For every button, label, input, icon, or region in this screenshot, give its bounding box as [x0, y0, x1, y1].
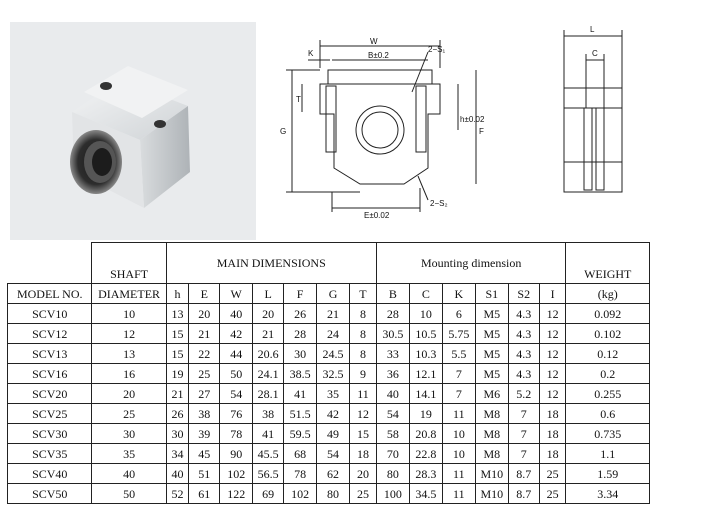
table-cell: 78: [284, 464, 317, 484]
table-cell: 38.5: [284, 364, 317, 384]
table-cell: 19: [166, 364, 189, 384]
table-cell: 25: [350, 484, 377, 504]
col-header: T: [350, 284, 377, 304]
table-cell: SCV40: [8, 464, 92, 484]
table-cell: SCV30: [8, 424, 92, 444]
table-cell: 7: [508, 424, 539, 444]
table-cell: 27: [189, 384, 220, 404]
col-header: MODEL NO.: [8, 284, 92, 304]
col-header: DIAMETER: [92, 284, 166, 304]
table-cell: 38: [189, 404, 220, 424]
label-B: B±0.2: [368, 51, 389, 60]
table-cell: SCV12: [8, 324, 92, 344]
table-cell: 26: [166, 404, 189, 424]
table-cell: 8: [350, 324, 377, 344]
label-h: h±0.02: [460, 115, 485, 124]
table-cell: 58: [376, 424, 409, 444]
table-cell: SCV35: [8, 444, 92, 464]
table-cell: 62: [317, 464, 350, 484]
col-header: C: [409, 284, 442, 304]
col-header: E: [189, 284, 220, 304]
label-K: K: [308, 49, 314, 58]
table-cell: 1.1: [566, 444, 650, 464]
table-cell: 9: [350, 364, 377, 384]
table-cell: 0.12: [566, 344, 650, 364]
table-cell: 14.1: [409, 384, 442, 404]
table-cell: SCV10: [8, 304, 92, 324]
table-cell: 4.3: [508, 344, 539, 364]
table-cell: 102: [284, 484, 317, 504]
table-cell: 10: [442, 444, 475, 464]
table-cell: 80: [317, 484, 350, 504]
table-cell: 11: [442, 404, 475, 424]
table-cell: 30: [284, 344, 317, 364]
table-cell: 8: [350, 344, 377, 364]
col-header: h: [166, 284, 189, 304]
table-cell: 4.3: [508, 324, 539, 344]
table-cell: M6: [475, 384, 508, 404]
product-photo: [10, 22, 256, 240]
table-cell: 12: [92, 324, 166, 344]
table-cell: 24: [317, 324, 350, 344]
table-cell: 36: [376, 364, 409, 384]
table-cell: 34: [166, 444, 189, 464]
table-row: [8, 364, 650, 384]
col-header: K: [442, 284, 475, 304]
table-cell: 28: [376, 304, 409, 324]
table-cell: 10.5: [409, 324, 442, 344]
table-cell: 0.102: [566, 324, 650, 344]
table-cell: 0.2: [566, 364, 650, 384]
col-header: L: [253, 284, 284, 304]
table-cell: 25: [539, 484, 566, 504]
table-cell: 0.255: [566, 384, 650, 404]
table-cell: 78: [220, 424, 253, 444]
header-main-dimensions: MAIN DIMENSIONS: [166, 243, 376, 284]
table-cell: 12: [539, 324, 566, 344]
table-cell: 61: [189, 484, 220, 504]
col-header: S1: [475, 284, 508, 304]
table-row: [8, 344, 650, 364]
table-cell: 24.5: [317, 344, 350, 364]
table-cell: 70: [376, 444, 409, 464]
table-cell: 12: [350, 404, 377, 424]
table-cell: 56.5: [253, 464, 284, 484]
table-cell: 51.5: [284, 404, 317, 424]
table-cell: M5: [475, 344, 508, 364]
header-model-spacer: [8, 264, 92, 284]
table-cell: 16: [92, 364, 166, 384]
table-row: [8, 424, 650, 444]
technical-drawing: [272, 22, 712, 222]
table-cell: 25: [539, 464, 566, 484]
label-F: F: [479, 127, 484, 136]
header-weight-top: [566, 243, 650, 265]
table-cell: 51: [189, 464, 220, 484]
table-cell: 11: [442, 484, 475, 504]
table-cell: 90: [220, 444, 253, 464]
table-cell: 25: [92, 404, 166, 424]
col-header: F: [284, 284, 317, 304]
table-cell: M8: [475, 404, 508, 424]
table-cell: 12: [539, 364, 566, 384]
header-row-1: [8, 243, 650, 265]
table-cell: 28: [284, 324, 317, 344]
col-header: S2: [508, 284, 539, 304]
table-cell: 32.5: [317, 364, 350, 384]
table-row: [8, 404, 650, 424]
header-weight: WEIGHT: [566, 264, 650, 284]
table-cell: 50: [220, 364, 253, 384]
table-cell: 76: [220, 404, 253, 424]
col-header: B: [376, 284, 409, 304]
table-cell: 54: [220, 384, 253, 404]
table-cell: 25: [189, 364, 220, 384]
table-cell: 21: [317, 304, 350, 324]
table-cell: 0.092: [566, 304, 650, 324]
table-cell: 1.59: [566, 464, 650, 484]
label-W: W: [370, 37, 378, 46]
table-cell: M10: [475, 484, 508, 504]
table-cell: 7: [442, 364, 475, 384]
table-cell: 10: [92, 304, 166, 324]
table-cell: 3.34: [566, 484, 650, 504]
table-cell: 20: [350, 464, 377, 484]
table-cell: 26: [284, 304, 317, 324]
table-cell: 24.1: [253, 364, 284, 384]
table-row: [8, 484, 650, 504]
label-S2: 2−S₂: [430, 199, 448, 208]
header-shaft-top: [92, 243, 166, 265]
table-cell: 59.5: [284, 424, 317, 444]
table-cell: M5: [475, 364, 508, 384]
table-cell: 44: [220, 344, 253, 364]
table-cell: 122: [220, 484, 253, 504]
col-header: (kg): [566, 284, 650, 304]
table-cell: 7: [508, 404, 539, 424]
table-cell: SCV13: [8, 344, 92, 364]
label-S1: 2−S₁: [428, 45, 446, 54]
table-cell: 15: [166, 344, 189, 364]
table-cell: 28.1: [253, 384, 284, 404]
table-cell: M10: [475, 464, 508, 484]
table-cell: 10.3: [409, 344, 442, 364]
header-mounting-dimension: Mounting dimension: [376, 243, 566, 284]
table-cell: 35: [317, 384, 350, 404]
table-cell: M8: [475, 424, 508, 444]
table-cell: 41: [284, 384, 317, 404]
table-cell: 7: [442, 384, 475, 404]
table-cell: 45.5: [253, 444, 284, 464]
col-header: G: [317, 284, 350, 304]
table-cell: 34.5: [409, 484, 442, 504]
table-cell: M5: [475, 324, 508, 344]
specification-table: [7, 242, 650, 504]
table-cell: M5: [475, 304, 508, 324]
table-cell: 5.5: [442, 344, 475, 364]
table-cell: 20.8: [409, 424, 442, 444]
table-cell: 5.75: [442, 324, 475, 344]
table-cell: 15: [166, 324, 189, 344]
table-cell: 15: [350, 424, 377, 444]
table-row: [8, 304, 650, 324]
table-cell: 21: [253, 324, 284, 344]
table-cell: 35: [92, 444, 166, 464]
table-cell: 22.8: [409, 444, 442, 464]
table-cell: 33: [376, 344, 409, 364]
table-cell: 49: [317, 424, 350, 444]
table-cell: 21: [189, 324, 220, 344]
table-cell: 54: [376, 404, 409, 424]
table-cell: 12: [539, 384, 566, 404]
table-cell: 40: [220, 304, 253, 324]
label-C: C: [592, 49, 598, 58]
table-cell: 68: [284, 444, 317, 464]
table-cell: SCV50: [8, 484, 92, 504]
table-cell: 11: [442, 464, 475, 484]
table-cell: 13: [166, 304, 189, 324]
table-cell: 0.6: [566, 404, 650, 424]
table-row: [8, 464, 650, 484]
header-row-3: [8, 284, 650, 304]
table-cell: 30: [166, 424, 189, 444]
table-cell: 30.5: [376, 324, 409, 344]
table-cell: 80: [376, 464, 409, 484]
label-E: E±0.02: [364, 211, 390, 220]
col-header: W: [220, 284, 253, 304]
table-cell: SCV16: [8, 364, 92, 384]
table-cell: 52: [166, 484, 189, 504]
table-cell: 42: [220, 324, 253, 344]
label-L: L: [590, 25, 595, 34]
table-row: [8, 444, 650, 464]
table-cell: 12: [539, 344, 566, 364]
table-cell: 19: [409, 404, 442, 424]
table-cell: SCV25: [8, 404, 92, 424]
col-header: I: [539, 284, 566, 304]
table-cell: 18: [539, 404, 566, 424]
table-cell: 8: [350, 304, 377, 324]
table-cell: 11: [350, 384, 377, 404]
table-body: [8, 304, 650, 504]
table-cell: 10: [442, 424, 475, 444]
table-cell: 40: [376, 384, 409, 404]
table-cell: 30: [92, 424, 166, 444]
linear-bearing-block-image: [10, 22, 256, 240]
label-T: T: [296, 95, 301, 104]
table-cell: 22: [189, 344, 220, 364]
table-cell: 45: [189, 444, 220, 464]
table-cell: 39: [189, 424, 220, 444]
table-cell: 38: [253, 404, 284, 424]
table-cell: 50: [92, 484, 166, 504]
table-cell: 18: [539, 424, 566, 444]
table-cell: 28.3: [409, 464, 442, 484]
table-cell: M8: [475, 444, 508, 464]
table-cell: 20: [189, 304, 220, 324]
table-cell: 100: [376, 484, 409, 504]
table-cell: 4.3: [508, 364, 539, 384]
table-cell: 69: [253, 484, 284, 504]
header-blank: [8, 243, 92, 265]
table-cell: 21: [166, 384, 189, 404]
dimension-drawing: [272, 22, 712, 222]
table-cell: 6: [442, 304, 475, 324]
table-cell: 20: [92, 384, 166, 404]
table-cell: 102: [220, 464, 253, 484]
table-cell: 12.1: [409, 364, 442, 384]
table-cell: 12: [539, 304, 566, 324]
table-cell: 10: [409, 304, 442, 324]
table-cell: 18: [539, 444, 566, 464]
table-cell: 42: [317, 404, 350, 424]
table-cell: 20.6: [253, 344, 284, 364]
table-cell: 5.2: [508, 384, 539, 404]
label-G: G: [280, 127, 287, 136]
table-cell: SCV20: [8, 384, 92, 404]
header-shaft: SHAFT: [92, 264, 166, 284]
table-cell: 40: [92, 464, 166, 484]
table-cell: 8.7: [508, 484, 539, 504]
table-cell: 13: [92, 344, 166, 364]
table-cell: 4.3: [508, 304, 539, 324]
table-cell: 7: [508, 444, 539, 464]
table-cell: 18: [350, 444, 377, 464]
table-cell: 8.7: [508, 464, 539, 484]
table-row: [8, 384, 650, 404]
table-cell: 54: [317, 444, 350, 464]
table-cell: 20: [253, 304, 284, 324]
table-row: [8, 324, 650, 344]
table-cell: 40: [166, 464, 189, 484]
table-cell: 41: [253, 424, 284, 444]
table-cell: 0.735: [566, 424, 650, 444]
